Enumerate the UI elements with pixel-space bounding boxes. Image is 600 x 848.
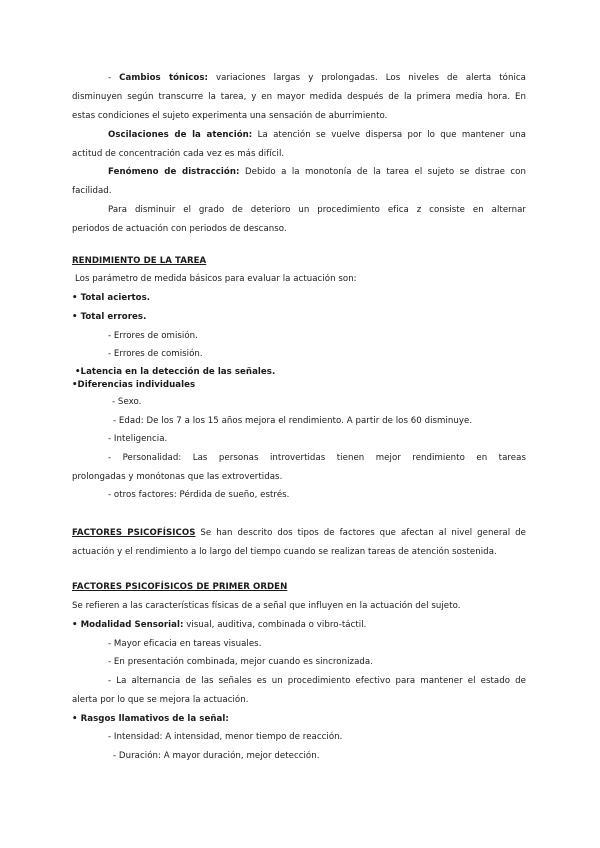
oscilaciones-label: Oscilaciones de la atención:: [108, 130, 253, 140]
modalidad-sensorial: [72, 619, 366, 631]
psicofisicos-text-1: Se han descrito dos tipos de factores que afectan al nivel general de: [195, 528, 526, 538]
rendimiento-intro: Los parámetro de medida básicos para evaluar la actuación son:: [75, 274, 357, 284]
modalidad-label: • Modalidad Sensorial:: [72, 620, 184, 630]
fenomeno-line-2: facilidad.: [72, 186, 112, 196]
item-sexo: - Sexo.: [112, 397, 142, 407]
item-alternancia-1: - La alternancia de las señales es un procedimiento efectivo para mantener el estado de: [108, 676, 526, 686]
item-otros-factores: - otros factores: Pérdida de sueño, estrés.: [108, 490, 290, 500]
oscilaciones-line-2: actitud de concentración cada vez es más difícil.: [72, 149, 285, 159]
total-errores: • Total errores.: [72, 312, 147, 322]
fenomeno-label: Fenómeno de distracción:: [108, 167, 240, 177]
cambios-text-1: variaciones largas y prolongadas. Los niveles de alerta tónica: [207, 73, 526, 83]
latencia-deteccion: •Latencia en la detección de las señales.: [75, 367, 276, 377]
psicofisicos-label: FACTORES PSICOFÍSICOS: [72, 528, 196, 538]
item-duracion: - Duración: A mayor duración, mejor detección.: [113, 751, 320, 761]
item-mayor-eficacia: - Mayor eficacia en tareas visuales.: [108, 639, 262, 649]
item-alternancia-2: alerta por lo que se mejora la actuación.: [72, 695, 249, 705]
modalidad-text: visual, auditiva, combinada o vibro-táctil.: [183, 620, 367, 630]
psicofisicos-line-1: [72, 527, 526, 539]
fenomeno-line-1: [108, 166, 526, 178]
primer-orden-heading: FACTORES PSICOFÍSICOS DE PRIMER ORDEN: [72, 582, 288, 592]
fenomeno-text-1: Debido a la monotonía de la tarea el sujeto se distrae con: [239, 167, 526, 177]
item-personalidad-2: prolongadas y monótonas que las extrovertidas.: [72, 472, 283, 482]
rendimiento-heading: RENDIMIENTO DE LA TAREA: [72, 256, 207, 266]
cambios-line-3: estas condiciones el sujeto experimenta una sensación de aburrimiento.: [72, 111, 388, 121]
item-personalidad-1: - Personalidad: Las personas introvertidas tienen mejor rendimiento en tareas: [108, 453, 526, 463]
total-aciertos: • Total aciertos.: [72, 293, 151, 303]
oscilaciones-text-1: La atención se vuelve dispersa por lo que mantener una: [252, 130, 526, 140]
cambios-label: Cambios tónicos:: [119, 73, 208, 83]
oscilaciones-line-1: [108, 129, 526, 141]
cambios-bullet: -: [108, 73, 120, 83]
disminuir-line-1: Para disminuir el grado de deterioro un procedimiento efica z consiste en alternar: [108, 205, 526, 215]
errores-omision: - Errores de omisión.: [108, 331, 198, 341]
item-inteligencia: - Inteligencia.: [108, 434, 168, 444]
primer-orden-intro: Se refieren a las características físicas de a señal que influyen en la actuación del sujeto.: [72, 601, 461, 611]
disminuir-line-2: periodos de actuación con periodos de descanso.: [72, 224, 287, 234]
diferencias-individuales: •Diferencias individuales: [72, 380, 196, 390]
item-presentacion-combinada: - En presentación combinada, mejor cuando es sincronizada.: [108, 657, 374, 667]
rasgos-llamativos: • Rasgos llamativos de la señal:: [72, 714, 229, 724]
psicofisicos-line-2: actuación y el rendimiento a lo largo del tiempo cuando se realizan tareas de atención sostenida.: [72, 547, 497, 557]
item-intensidad: - Intensidad: A intensidad, menor tiempo de reacción.: [108, 732, 343, 742]
cambios-line-1: [108, 72, 526, 84]
item-edad: - Edad: De los 7 a los 15 años mejora el rendimiento. A partir de los 60 disminuye.: [113, 416, 473, 426]
cambios-line-2: disminuyen según transcurre la tarea, y en mayor medida después de la primera media hora. En: [72, 92, 526, 102]
errores-comision: - Errores de comisión.: [108, 349, 203, 359]
